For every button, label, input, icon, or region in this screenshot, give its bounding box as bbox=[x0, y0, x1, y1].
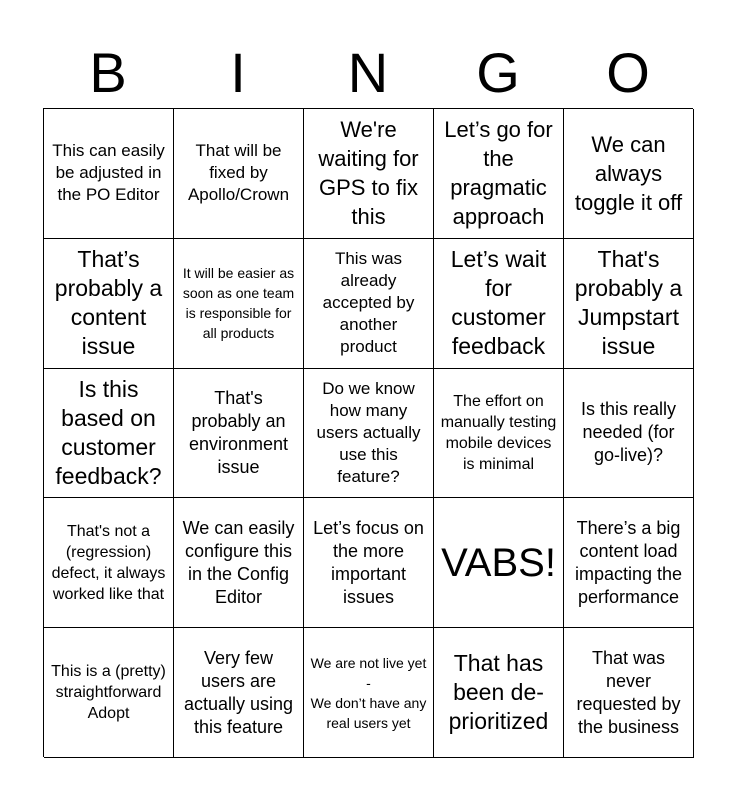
bingo-cell[interactable] bbox=[434, 628, 564, 758]
header-letter-i: I bbox=[230, 41, 246, 104]
bingo-cell[interactable] bbox=[44, 239, 174, 369]
bingo-cell-text: We can easily configure this in the Config Editor bbox=[182, 517, 295, 607]
bingo-cell-text: We can always toggle it off bbox=[574, 131, 683, 215]
bingo-board bbox=[43, 108, 693, 757]
bingo-cell-text: That’s probably a content issue bbox=[54, 246, 163, 360]
bingo-cell-text: Is this based on customer feedback? bbox=[55, 375, 162, 489]
bingo-header bbox=[43, 38, 693, 108]
bingo-cell[interactable] bbox=[564, 369, 694, 499]
bingo-cell-text: That was never requested by the business bbox=[576, 647, 681, 737]
bingo-cell[interactable] bbox=[564, 498, 694, 628]
bingo-cell[interactable] bbox=[174, 498, 304, 628]
bingo-cell[interactable] bbox=[564, 628, 694, 758]
bingo-cell-text: It will be easier as soon as one team is responsible for all products bbox=[182, 265, 295, 342]
bingo-cell[interactable] bbox=[564, 239, 694, 369]
bingo-cell-text: This can easily be adjusted in the PO Editor bbox=[52, 141, 165, 205]
bingo-cell-text: That's not a (regression) defect, it always worked like that bbox=[51, 522, 166, 603]
bingo-cell-text: We are not live yet - We don’t have any real users yet bbox=[310, 654, 427, 731]
bingo-cell[interactable] bbox=[304, 628, 434, 758]
bingo-cell-text: There’s a big content load impacting the performance bbox=[574, 517, 683, 607]
header-letter-b: B bbox=[89, 41, 127, 104]
bingo-cell-text: That's probably an environment issue bbox=[188, 387, 289, 477]
bingo-cell[interactable] bbox=[434, 109, 564, 239]
bingo-cell[interactable] bbox=[434, 498, 564, 628]
bingo-cell-text: Very few users are actually using this feature bbox=[183, 647, 294, 737]
bingo-cell-text: Do we know how many users actually use this feature? bbox=[316, 378, 421, 486]
bingo-cell-text: That will be fixed by Apollo/Crown bbox=[187, 141, 290, 205]
bingo-cell[interactable] bbox=[174, 369, 304, 499]
bingo-cell-text: The effort on manually testing mobile devices is minimal bbox=[440, 392, 557, 473]
bingo-cell[interactable] bbox=[174, 628, 304, 758]
bingo-cell-text: Is this really needed (for go-live)? bbox=[580, 399, 677, 466]
header-letter-g: G bbox=[476, 41, 520, 104]
bingo-cell[interactable] bbox=[304, 369, 434, 499]
bingo-cell-text: This was already accepted by another product bbox=[322, 249, 415, 357]
bingo-cell-text: That has been de-prioritized bbox=[448, 650, 549, 735]
header-letter-o: O bbox=[606, 41, 650, 104]
bingo-cell-text: This is a (pretty) straightforward Adopt bbox=[51, 663, 166, 723]
bingo-cell[interactable] bbox=[564, 109, 694, 239]
bingo-cell[interactable] bbox=[304, 239, 434, 369]
bingo-cell[interactable] bbox=[44, 498, 174, 628]
bingo-cell[interactable] bbox=[434, 239, 564, 369]
bingo-cell[interactable] bbox=[44, 109, 174, 239]
bingo-cell[interactable] bbox=[174, 109, 304, 239]
bingo-cell[interactable] bbox=[304, 109, 434, 239]
header-letter-n: N bbox=[347, 41, 389, 104]
bingo-cell-text: VABS! bbox=[441, 540, 556, 585]
bingo-cell-text: Let’s go for the pragmatic approach bbox=[444, 117, 553, 230]
bingo-cell[interactable] bbox=[174, 239, 304, 369]
bingo-cell[interactable] bbox=[434, 369, 564, 499]
bingo-cell-text: That's probably a Jumpstart issue bbox=[574, 246, 683, 360]
bingo-cell-text: Let’s wait for customer feedback bbox=[450, 246, 547, 360]
bingo-cell[interactable] bbox=[44, 628, 174, 758]
bingo-cell-text: We're waiting for GPS to fix this bbox=[318, 117, 419, 230]
bingo-cell[interactable] bbox=[44, 369, 174, 499]
bingo-cell[interactable] bbox=[304, 498, 434, 628]
bingo-cell-text: Let’s focus on the more important issues bbox=[313, 517, 424, 607]
